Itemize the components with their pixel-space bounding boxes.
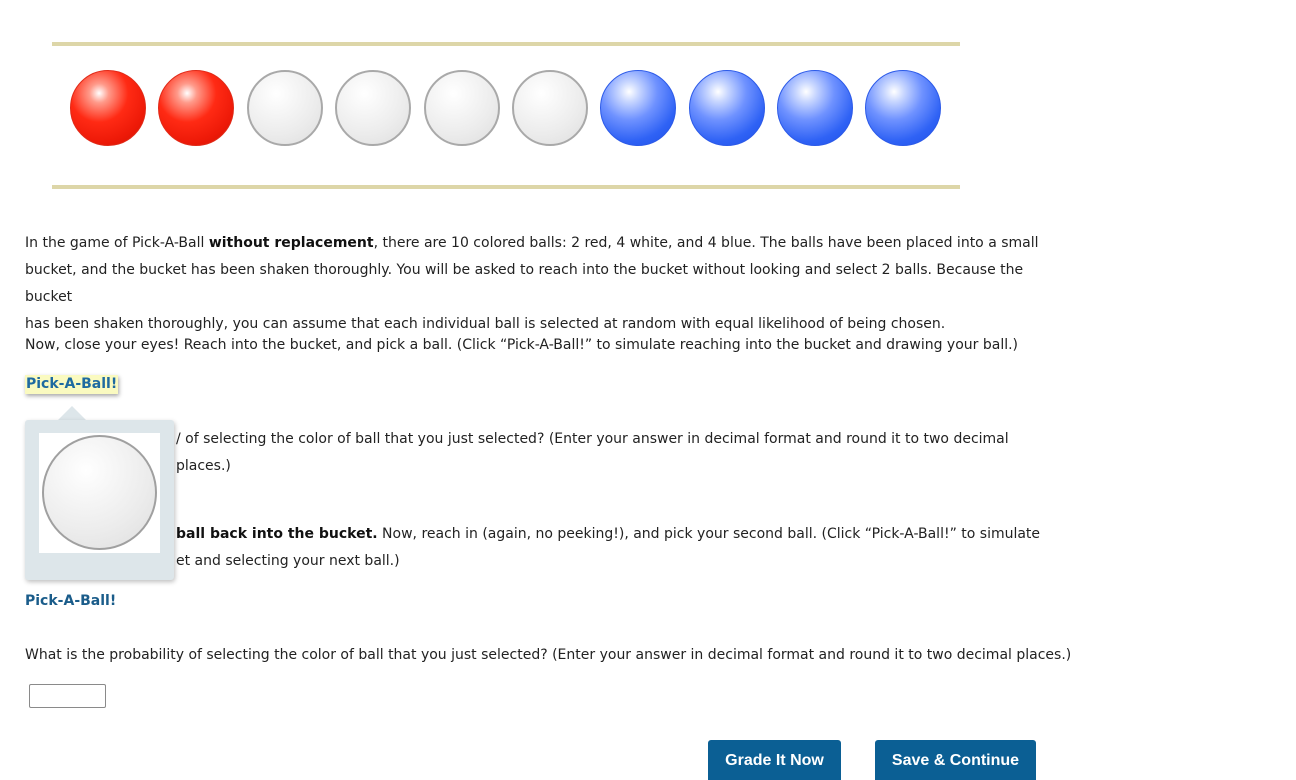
- bucket-rail-top: [52, 42, 960, 46]
- intro-line2: bucket, and the bucket has been shaken thoroughly. You will be asked to reach into the bucket without looking and select 2 balls. Because the bucket: [25, 262, 1024, 305]
- pick-a-ball-link-1[interactable]: Pick-A-Ball!: [26, 376, 118, 392]
- instruction-2-line2: et and selecting your next ball.): [176, 553, 400, 569]
- instruction-2-rest: Now, reach in (again, no peeking!), and pick your second ball. (Click “Pick-A-Ball!” to simulate: [377, 526, 1041, 542]
- answer-input-2[interactable]: [29, 684, 106, 708]
- popup-arrow: [58, 406, 86, 420]
- intro-paragraph: [25, 230, 1065, 338]
- save-and-continue-button[interactable]: Save & Continue: [875, 740, 1036, 780]
- ball-white-3: [424, 70, 500, 146]
- popup-ball-frame: [39, 433, 160, 553]
- selected-white-ball: [42, 435, 157, 550]
- question-1: / of selecting the color of ball that you just selected? (Enter your answer in decimal format and round it to two decimal places.): [176, 431, 1009, 474]
- pick-a-ball-link-2[interactable]: Pick-A-Ball!: [25, 593, 117, 609]
- instruction-1: Now, close your eyes! Reach into the bucket, and pick a ball. (Click “Pick-A-Ball!” to simulate reaching into the bucket and drawing your ball.): [25, 337, 1019, 353]
- ball-white-2: [335, 70, 411, 146]
- ball-blue-1: [600, 70, 676, 146]
- question-2: What is the probability of selecting the color of ball that you just selected? (Enter your answer in decimal format and round it to two decimal places.): [25, 647, 1072, 663]
- intro-line1-post: , there are 10 colored balls: 2 red, 4 white, and 4 blue. The balls have been placed into a small: [373, 235, 1039, 251]
- ball-blue-4: [865, 70, 941, 146]
- bucket-rail-bottom: [52, 185, 960, 189]
- ball-red-1: [70, 70, 146, 146]
- ball-blue-2: [689, 70, 765, 146]
- ball-red-2: [158, 70, 234, 146]
- grade-it-now-button[interactable]: Grade It Now: [708, 740, 841, 780]
- ball-white-1: [247, 70, 323, 146]
- ball-white-4: [512, 70, 588, 146]
- instruction-2-bold: ball back into the bucket.: [176, 526, 378, 542]
- instruction-2: [176, 521, 1056, 575]
- intro-line1-bold: without replacement: [208, 235, 374, 251]
- selected-ball-popup: [25, 420, 174, 580]
- ball-row: [70, 70, 950, 150]
- intro-line1-pre: In the game of Pick-A-Ball: [25, 235, 209, 251]
- ball-blue-3: [777, 70, 853, 146]
- intro-line3: has been shaken thoroughly, you can assume that each individual ball is selected at random with equal likelihood of being chosen.: [25, 316, 946, 332]
